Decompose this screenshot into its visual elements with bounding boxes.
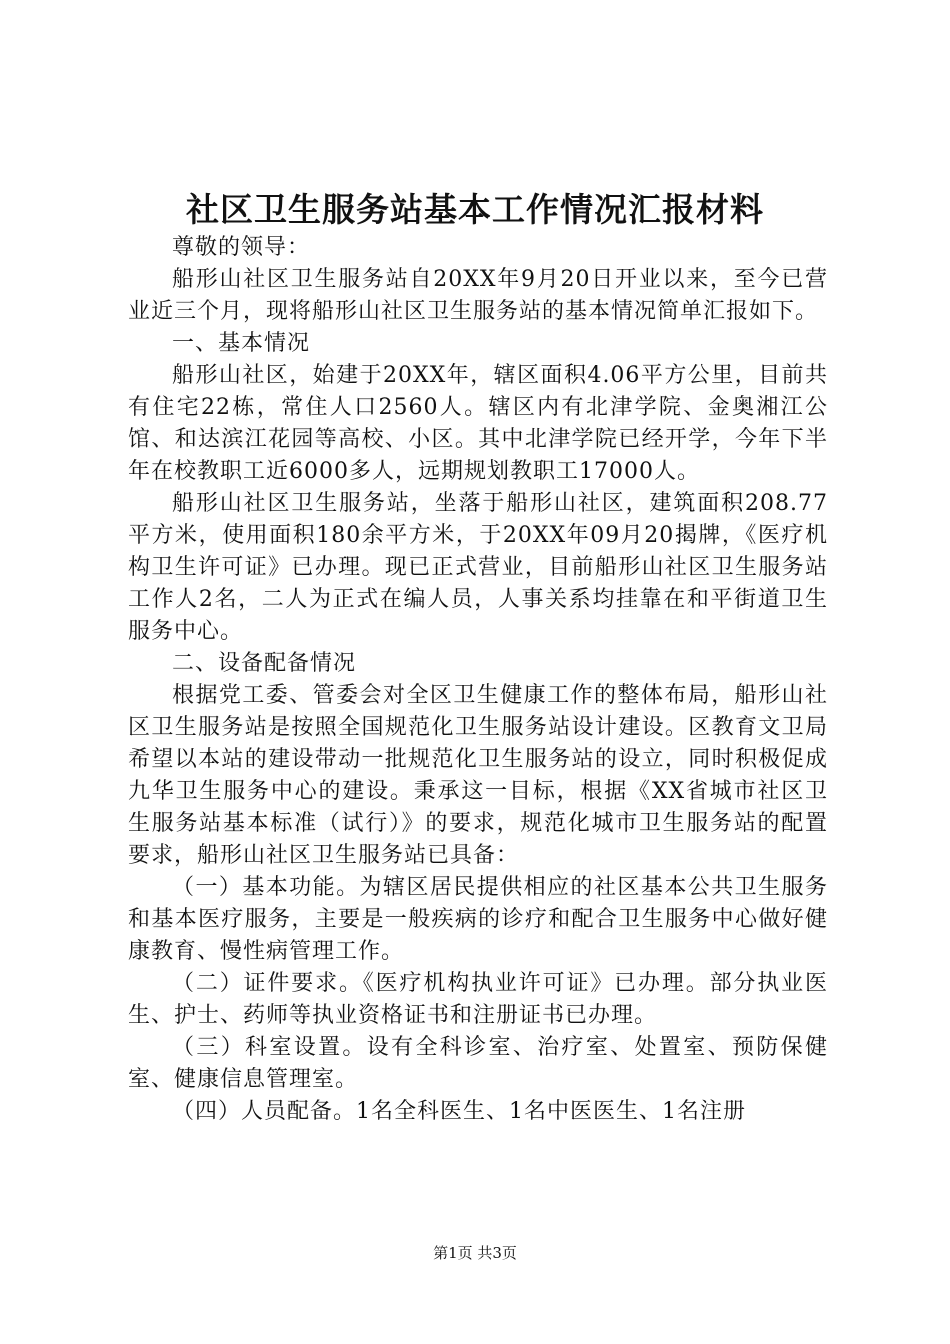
page-indicator: 第1页 共3页 bbox=[433, 1244, 517, 1262]
paragraph: （一）基本功能。为辖区居民提供相应的社区基本公共卫生服务和基本医疗服务，主要是一般疾病的诊疗和配合卫生服务中心做好健康教育、慢性病管理工作。 bbox=[128, 875, 828, 964]
section-heading: 二、设备配备情况 bbox=[172, 651, 357, 676]
paragraph: （二）证件要求。《医疗机构执业许可证》已办理。部分执业医生、护士、药师等执业资格证书和注册证书已办理。 bbox=[128, 971, 828, 1028]
paragraph: （三）科室设置。设有全科诊室、治疗室、处置室、预防保健室、健康信息管理室。 bbox=[128, 1035, 828, 1092]
greeting: 尊敬的领导： bbox=[172, 235, 311, 260]
document-body bbox=[128, 232, 828, 1128]
paragraph: 根据党工委、管委会对全区卫生健康工作的整体布局，船形山社区卫生服务站是按照全国规范化卫生服务站设计建设。区教育文卫局希望以本站的建设带动一批规范化卫生服务站的设立，同时积极促成九华卫生服务中心的建设。秉承这一目标，根据《XX省城市社区卫生服务站基本标准（试行）》的要求，规范化城市卫生服务站的配置要求，船形山社区卫生服务站已具备： bbox=[128, 683, 828, 868]
paragraph: 船形山社区，始建于20XX年，辖区面积4.06平方公里，目前共有住宅22栋，常住人口2560人。辖区内有北津学院、金奥湘江公馆、和达滨江花园等高校、小区。其中北津学院已经开学，今年下半年在校教职工近6000多人，远期规划教职工17000人。 bbox=[128, 363, 828, 484]
paragraph: 船形山社区卫生服务站自20XX年9月20日开业以来，至今已营业近三个月，现将船形山社区卫生服务站的基本情况简单汇报如下。 bbox=[128, 267, 828, 324]
document-title: 社区卫生服务站基本工作情况汇报材料 bbox=[186, 190, 764, 229]
paragraph: 船形山社区卫生服务站，坐落于船形山社区，建筑面积208.77平方米，使用面积180余平方米，于20XX年09月20揭牌，《医疗机构卫生许可证》已办理。现已正式营业，目前船形山社区卫生服务站工作人2名，二人为正式在编人员，人事关系均挂靠在和平街道卫生服务中心。 bbox=[128, 491, 828, 644]
section-heading: 一、基本情况 bbox=[172, 331, 311, 356]
paragraph: （四）人员配备。1名全科医生、1名中医医生、1名注册 bbox=[172, 1099, 746, 1124]
